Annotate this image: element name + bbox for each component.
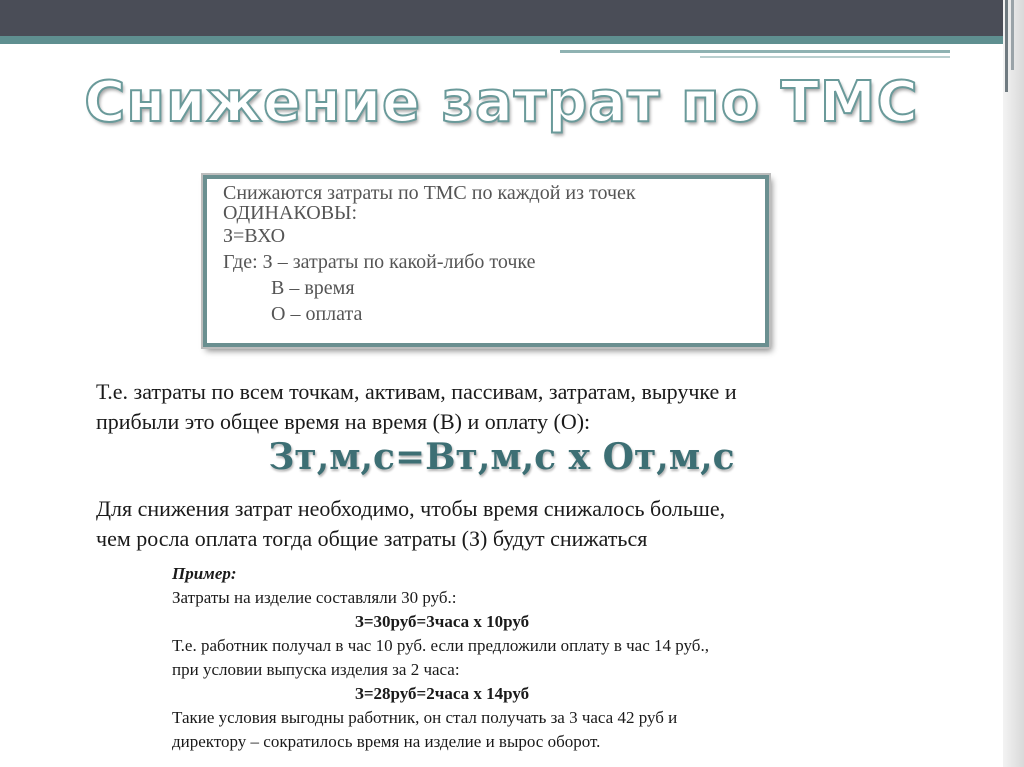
- definition-line-2: ОДИНАКОВЫ:: [223, 202, 358, 224]
- example-line-1: Затраты на изделие составляли 30 руб.:: [172, 588, 457, 607]
- example-line-5: директору – сократилось время на изделие и вырос оборот.: [172, 732, 601, 751]
- header-line-1: [560, 50, 950, 53]
- definition-line-6: О – оплата: [271, 303, 363, 325]
- header-band-teal: [0, 36, 1024, 44]
- header-line-2: [700, 56, 950, 58]
- paragraph-2-line-1: Для снижения затрат необходимо, чтобы время снижалось больше,: [96, 496, 726, 521]
- main-formula: Зт,м,с=Вт,м,с х От,м,с: [268, 436, 735, 478]
- right-edge-decoration: [1003, 0, 1024, 767]
- example-heading: Пример:: [172, 564, 237, 583]
- definition-line-1: Снижаются затраты по ТМС по каждой из точек: [223, 182, 636, 204]
- slide-title: Снижение затрат по ТМС: [84, 70, 919, 135]
- example-formula-1: З=30руб=3часа х 10руб: [354, 612, 530, 631]
- paragraph-2-line-2: чем росла оплата тогда общие затраты (З) будут снижаться: [96, 526, 648, 551]
- example-line-2: Т.е. работник получал в час 10 руб. если предложили оплату в час 14 руб.,: [172, 636, 709, 655]
- example-line-3: при условии выпуска изделия за 2 часа:: [172, 660, 460, 679]
- paragraph-1-line-1: Т.е. затраты по всем точкам, активам, пассивам, затратам, выручке и: [96, 379, 737, 404]
- definition-box: [203, 175, 769, 347]
- paragraph-2: [96, 494, 956, 554]
- paragraph-1-line-2: прибыли это общее время на время (В) и оплату (О):: [96, 409, 591, 434]
- paragraph-1: [96, 377, 956, 437]
- definition-line-4: Где: З – затраты по какой-либо точке: [223, 251, 536, 273]
- definition-line-3: З=ВХО: [223, 225, 286, 247]
- example-block: [172, 562, 892, 754]
- example-formula-2: З=28руб=2часа х 14руб: [354, 684, 530, 703]
- header-band-dark: [0, 0, 1024, 36]
- definition-line-5: В – время: [271, 277, 355, 299]
- example-line-4: Такие условия выгодны работник, он стал получать за 3 часа 42 руб и: [172, 708, 678, 727]
